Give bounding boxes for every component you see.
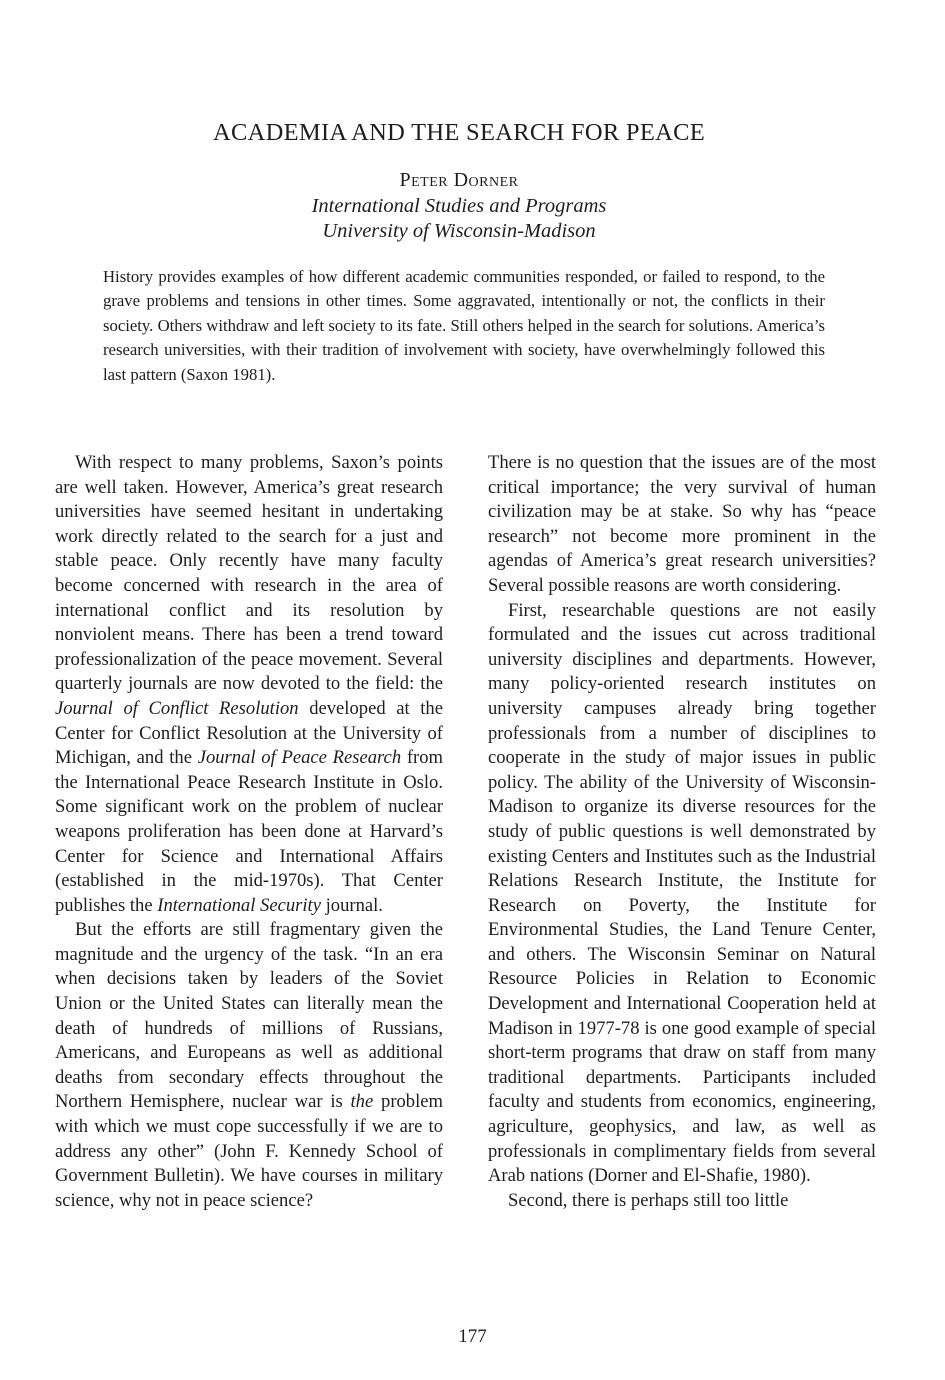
affiliation-university: University of Wisconsin-Madison xyxy=(322,220,596,242)
abstract: History provides examples of how different academic communities responded, or failed to respond, to the grave problems and tensions in other times. Some aggravated, intentionally or not, the conflicts in their society. Others withdraw and left society to its fate. Still others helped in the search for solutions. America’s research universities, with their tradition of involvement with society, have overwhelmingly followed this last pattern (Saxon 1981). xyxy=(103,267,825,384)
text-run: developed at the Center for Conflict Resolution at the University of Michigan, and the xyxy=(55,697,443,769)
left-column xyxy=(55,451,443,1213)
text-run: from the International Peace Research Institute in Oslo. Some significant work on the problem of nuclear weapons proliferation has been done at Harvard’s Center for Science and International Affairs (established in the mid-1970s). That Center publishes the xyxy=(55,747,444,916)
paragraph: Second, there is perhaps still too little xyxy=(508,1189,789,1211)
emphasis: the xyxy=(350,1091,374,1113)
paragraph xyxy=(55,918,443,1213)
author-name: Peter Dorner xyxy=(399,169,519,191)
right-column xyxy=(488,451,876,1213)
journal-title: International Security xyxy=(157,894,321,916)
journal-title: Journal of Peace Research xyxy=(197,747,402,769)
text-run: But the efforts are still fragmentary given the magnitude and the urgency of the task. “In an era when decisions taken by leaders of the Soviet Union or the United States can literally mean the death of hundreds of millions of Russians, Americans, and Europeans as well as additional deaths from secondary effects throughout the Northern Hemisphere, nuclear war is xyxy=(55,919,443,1113)
paragraph: First, researchable questions are not easily formulated and the issues cut across traditional university disciplines and departments. However, many policy-oriented research institutes on university campuses already bring together professionals from a number of disciplines to cooperate in the study of major issues in public policy. The ability of the University of Wisconsin-Madison to organize its diverse resources for the study of public questions is well demonstrated by existing Centers and Institutes such as the Industrial Relations Research Institute, the Institute for Research on Poverty, the Institute for Environmental Studies, the Land Tenure Center, and others. The Wisconsin Seminar on Natural Resource Policies in Relation to Economic Development and International Cooperation held at Madison in 1977-78 is one good example of special short-term programs that draw on staff from many traditional departments. Participants included faculty and students from economics, engineering, agriculture, geophysics, and law, as well as professionals in complimentary fields from several Arab nations (Dorner and El-Shafie, 1980). xyxy=(488,599,876,1187)
journal-title: Journal of Conflict Resolution xyxy=(55,697,299,719)
text-run: problem with which we must cope successfully if we are to address any other” (John F. Kennedy School of Government Bulletin). We have courses in military science, why not in peace science? xyxy=(55,1091,443,1211)
paragraph xyxy=(55,451,443,918)
text-run: With respect to many problems, Saxon’s points are well taken. However, America’s great research universities have seemed hesitant in undertaking work directly related to the search for a just and stable peace. Only recently have many faculty become concerned with research in the area of international conflict and its resolution by nonviolent means. There has been a trend toward professionalization of the peace movement. Several quarterly journals are now devoted to the field: the xyxy=(55,452,443,695)
text-run: journal. xyxy=(320,894,383,916)
paragraph: There is no question that the issues are of the most critical importance; the very survival of human civilization may be at stake. So why has “peace research” not become more prominent in the agendas of America’s great research universities? Several possible reasons are worth considering. xyxy=(488,452,876,596)
article-title: ACADEMIA AND THE SEARCH FOR PEACE xyxy=(212,119,706,146)
affiliation-department: International Studies and Programs xyxy=(311,195,607,217)
page-number: 177 xyxy=(458,1326,487,1347)
